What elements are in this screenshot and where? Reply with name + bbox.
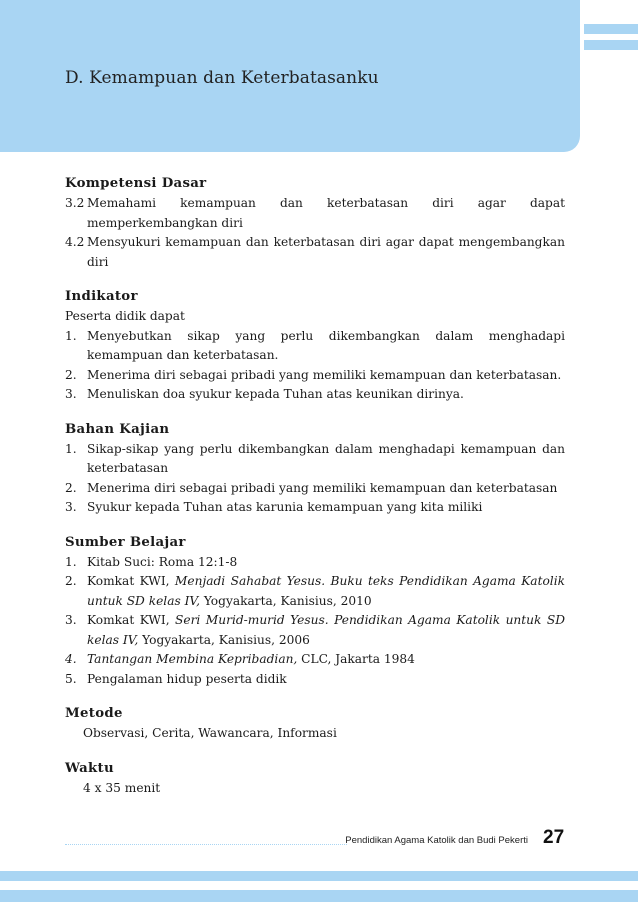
item-text-post: Yogyakarta, Kanisius, 2010	[199, 593, 372, 608]
footer-stripe-bottom	[0, 890, 638, 902]
item-number: 4.2	[65, 235, 85, 249]
item-text: Mensyukuri kemampuan dan keterbatasan diri agar dapat mengembangkan diri	[87, 235, 565, 269]
page-content	[65, 174, 565, 813]
book-title: Seri Murid-murid Yesus. Pendidikan Agama Katolik untuk SD kelas IV,	[87, 613, 565, 647]
item-number: 2.	[65, 574, 77, 588]
item-text: Menerima diri sebagai pribadi yang memiliki kemampuan dan keterbatasan	[87, 480, 558, 495]
item-text	[87, 611, 565, 650]
footer-book-title: Pendidikan Agama Katolik dan Budi Pekerti	[345, 835, 528, 846]
list-item	[65, 498, 565, 518]
section-text: 4 x 35 menit	[83, 780, 161, 795]
list-item	[65, 650, 565, 670]
item-text-pre: Komkat KWI,	[87, 574, 175, 588]
section-heading: Bahan Kajian	[65, 421, 170, 437]
item-number: 4.	[65, 652, 77, 666]
item-number: 1.	[65, 554, 77, 569]
item-text: Sikap-sikap yang perlu dikembangkan dalam menghadapi kemampuan dan keterbatasan	[87, 441, 565, 475]
section-heading: Indikator	[65, 289, 138, 304]
list-item	[65, 572, 565, 611]
corner-stripe-bottom	[584, 40, 638, 50]
list-item	[65, 327, 565, 366]
section-heading: Kompetensi Dasar	[65, 176, 207, 191]
list-item	[65, 479, 565, 499]
item-text: Pengalaman hidup peserta didik	[87, 671, 287, 686]
item-number: 1.	[65, 328, 77, 343]
section-metode	[65, 704, 565, 744]
section-sumber-belajar	[65, 533, 565, 690]
item-text-post: Yogyakarta, Kanisius, 2006	[138, 632, 310, 647]
section-heading: Waktu	[65, 760, 114, 776]
item-text-pre: Komkat KWI,	[87, 613, 176, 627]
footer-divider	[65, 844, 347, 845]
book-title: Menjadi Sahabat Yesus. Buku teks Pendidikan Agama Katolik untuk SD kelas IV,	[87, 574, 565, 608]
item-text: Menerima diri sebagai pribadi yang memiliki kemampuan dan keterbatasan.	[87, 367, 562, 382]
item-text: Memahami kemampuan dan keterbatasan diri agar dapat memperkembangkan diri	[87, 196, 565, 230]
item-number: 2.	[65, 480, 77, 495]
item-text	[87, 572, 565, 611]
item-text: Kitab Suci: Roma 12:1-8	[87, 554, 238, 569]
item-text-post: CLC, Jakarta 1984	[297, 652, 415, 666]
section-kompetensi-dasar	[65, 174, 565, 272]
corner-stripe-top	[584, 24, 638, 34]
list-item	[65, 670, 565, 690]
item-number: 3.	[65, 613, 77, 627]
item-number: 3.2	[65, 196, 85, 210]
list-item	[65, 233, 565, 272]
list-item	[65, 440, 565, 479]
section-waktu	[65, 759, 565, 799]
list-item	[65, 611, 565, 650]
item-number: 3.	[65, 387, 77, 401]
list-item	[65, 385, 565, 405]
footer-stripe-top	[0, 871, 638, 881]
item-text: Syukur kepada Tuhan atas karunia kemampuan yang kita miliki	[87, 500, 483, 514]
item-number: 3.	[65, 500, 77, 514]
item-text: Menyebutkan sikap yang perlu dikembangkan dalam menghadapi kemampuan dan keterbatasan.	[87, 328, 565, 362]
item-text: Menuliskan doa syukur kepada Tuhan atas keunikan dirinya.	[87, 387, 464, 401]
section-text: Observasi, Cerita, Wawancara, Informasi	[83, 726, 337, 740]
section-heading: Metode	[65, 706, 123, 721]
page-number: 27	[543, 827, 565, 848]
book-title: Tantangan Membina Kepribadian,	[87, 652, 298, 666]
item-number: 1.	[65, 441, 77, 456]
section-indikator	[65, 287, 565, 405]
list-item	[65, 366, 565, 386]
item-text	[87, 650, 565, 670]
item-number: 5.	[65, 671, 77, 686]
section-bahan-kajian	[65, 420, 565, 518]
section-heading: Sumber Belajar	[65, 534, 186, 550]
page-title: D. Kemampuan dan Keterbatasanku	[65, 68, 379, 88]
item-number: 2.	[65, 367, 77, 382]
list-item	[65, 194, 565, 233]
list-item	[65, 553, 565, 573]
section-intro: Peserta didik dapat	[65, 309, 185, 323]
